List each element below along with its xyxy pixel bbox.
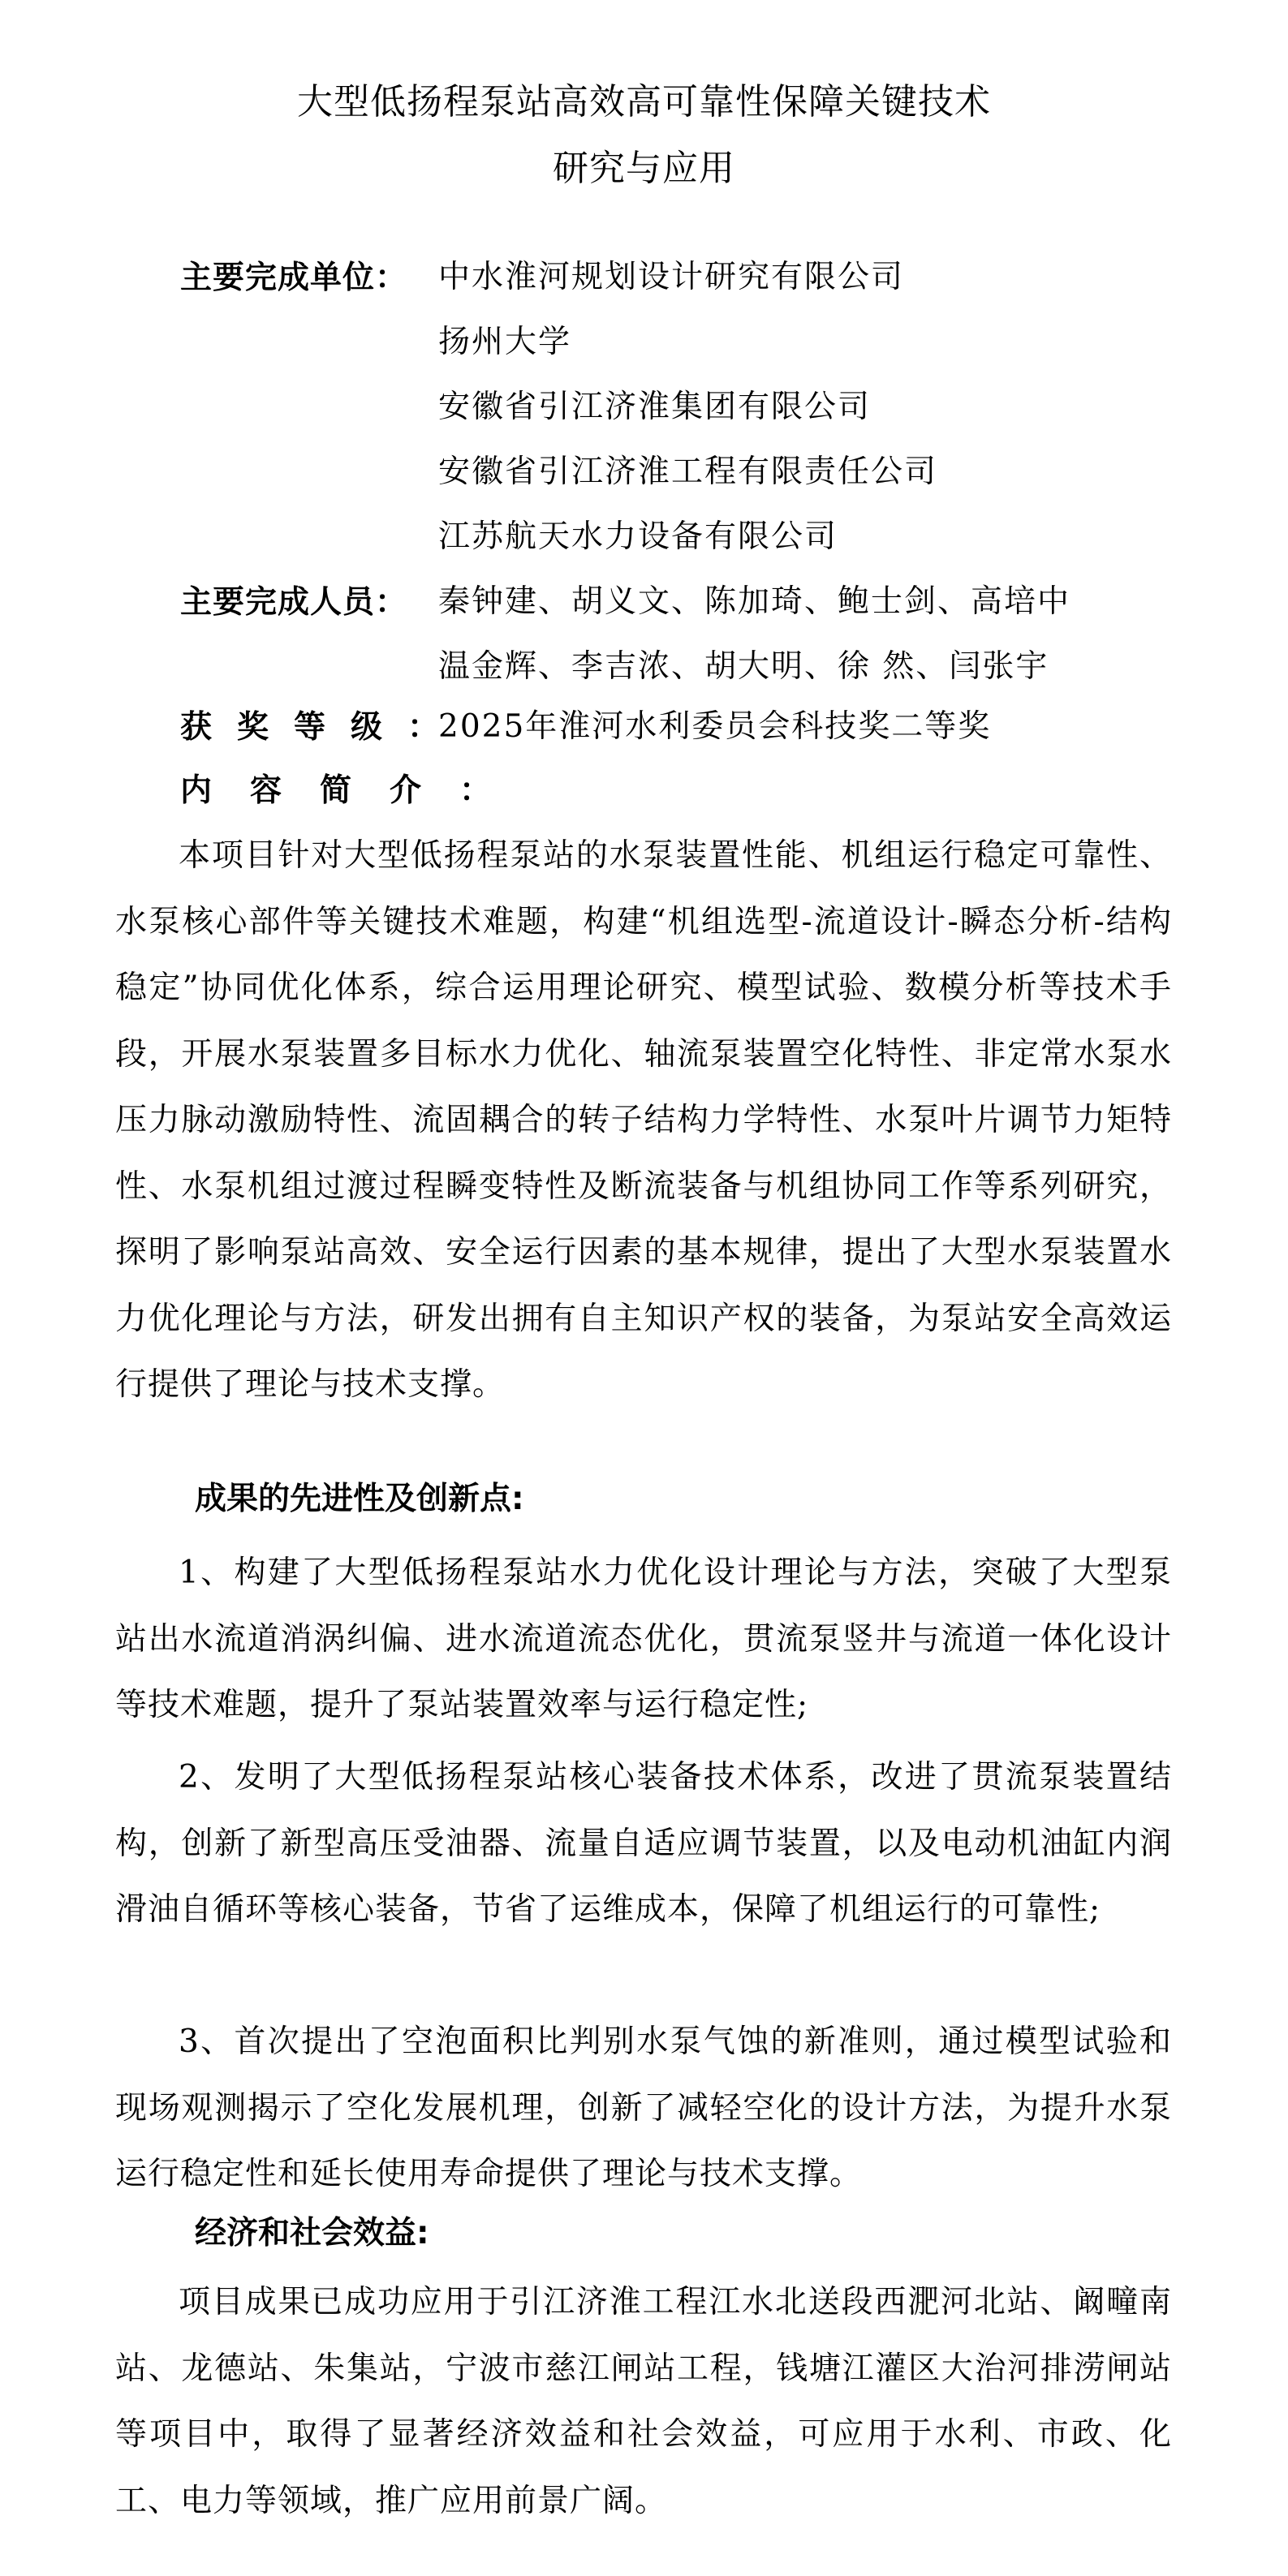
people-line: 温金辉、李吉浓、胡大明、徐 然、闫张宇 (438, 648, 1049, 685)
award-label: 获奖等级： (180, 708, 465, 746)
units-row-2 (0, 318, 1288, 367)
units-row-1 (0, 253, 1288, 302)
benefits-paragraph: 项目成果已成功应用于引江济淮工程江水北送段西淝河北站、阚疃南站、龙德站、朱集站，宁波市慈江闸站工程，钱塘江灌区大治河排涝闸站等项目中，取得了显著经济效益和社会效益，可应用于水利、市政、化工、电力等领域，推广应用前景广阔。 (115, 2284, 1172, 2519)
innovation-point-1: 1、构建了大型低扬程泵站水力优化设计理论与方法，突破了大型泵站出水流道消涡纠偏、进水流道流态优化，贯流泵竖井与流道一体化设计等技术难题，提升了泵站装置效率与运行稳定性; (115, 1555, 1172, 1723)
unit-item: 中水淮河规划设计研究有限公司 (438, 259, 905, 295)
document-title-line1: 大型低扬程泵站高效高可靠性保障关键技术 (297, 81, 991, 123)
people-label: 主要完成人员： (180, 583, 408, 621)
unit-item: 安徽省引江济淮工程有限责任公司 (438, 454, 938, 490)
innovation-point-2: 2、发明了大型低扬程泵站核心装备技术体系，改进了贯流泵装置结构，创新了新型高压受油器、流量自适应调节装置，以及电动机油缸内润滑油自循环等核心装备，节省了运维成本，保障了机组运行的可靠性; (115, 1759, 1172, 1928)
units-row-5 (0, 513, 1288, 561)
award-value: 2025年淮河水利委员会科技奖二等奖 (438, 708, 992, 745)
people-line: 秦钟建、胡义文、陈加琦、鲍士剑、高培中 (438, 583, 1071, 620)
people-row-1 (0, 578, 1288, 626)
benefits-heading: 经济和社会效益: (195, 2215, 429, 2251)
unit-item: 江苏航天水力设备有限公司 (438, 518, 838, 555)
unit-item: 安徽省引江济淮集团有限公司 (438, 389, 872, 425)
innovation-point-3: 3、首次提出了空泡面积比判别水泵气蚀的新准则，通过模型试验和现场观测揭示了空化发展机理，创新了减轻空化的设计方法，为提升水泵运行稳定性和延长使用寿命提供了理论与技术支撑。 (115, 2023, 1172, 2192)
summary-row (0, 766, 1288, 815)
document-title-line2: 研究与应用 (553, 148, 735, 189)
innovation-heading: 成果的先进性及创新点: (195, 1481, 524, 1517)
units-row-3 (0, 383, 1288, 432)
unit-item: 扬州大学 (438, 324, 572, 360)
summary-label: 内容简介： (180, 772, 530, 809)
units-label: 主要完成单位： (180, 259, 408, 296)
summary-paragraph: 本项目针对大型低扬程泵站的水泵装置性能、机组运行稳定可靠性、水泵核心部件等关键技术难题，构建“机组选型-流道设计-瞬态分析-结构稳定”协同优化体系，综合运用理论研究、模型试验、数模分析等技术手段，开展水泵装置多目标水力优化、轴流泵装置空化特性、非定常水泵水压力脉动激励特性、流固耦合的转子结构力学特性、水泵叶片调节力矩特性、水泵机组过渡过程瞬变特性及断流装备与机组协同工作等系列研究，探明了影响泵站高效、安全运行因素的基本规律，提出了大型水泵装置水力优化理论与方法，研发出拥有自主知识产权的装备，为泵站安全高效运行提供了理论与技术支撑。 (115, 837, 1172, 1403)
units-row-4 (0, 448, 1288, 497)
award-row (0, 703, 1288, 751)
people-row-2 (0, 643, 1288, 691)
